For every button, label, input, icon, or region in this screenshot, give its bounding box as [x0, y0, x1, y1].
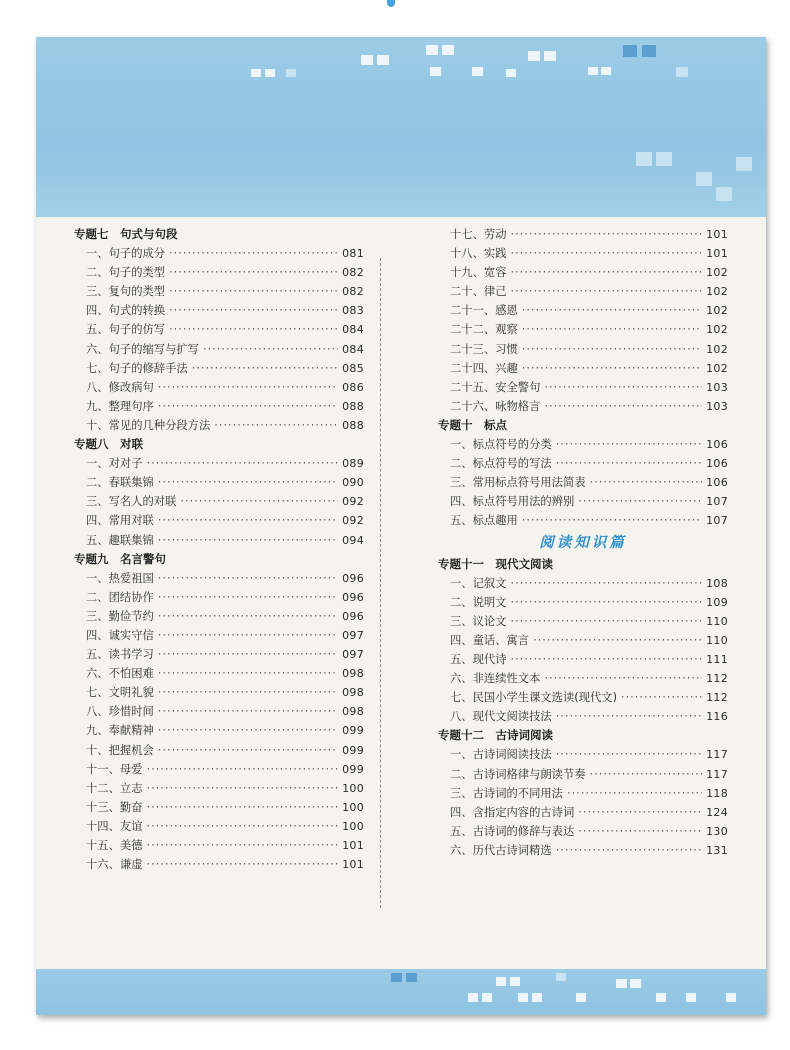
toc-page-number: 097	[342, 628, 364, 642]
toc-entry	[74, 664, 364, 683]
toc-entry-label: 六、历代古诗词精选	[450, 843, 552, 857]
toc-section-heading	[74, 435, 364, 454]
toc-entry	[74, 301, 364, 320]
toc-page-number: 100	[342, 819, 364, 833]
toc-entry	[438, 650, 728, 669]
toc-entry-label: 三、勤俭节约	[86, 609, 154, 623]
toc-page-number: 110	[706, 633, 728, 647]
toc-page-number: 108	[706, 576, 728, 590]
toc-page-number: 103	[706, 399, 728, 413]
toc-entry-label: 三、古诗词的不同用法	[450, 786, 563, 800]
toc-entry	[438, 397, 728, 416]
toc-entry-label: 二十二、观察	[450, 323, 518, 337]
toc-page-number: 099	[342, 724, 364, 738]
toc-leader-dots	[158, 531, 338, 550]
toc-page-number: 101	[706, 228, 728, 241]
toc-entry-label: 一、记叙文	[450, 576, 507, 590]
toc-section-heading	[74, 550, 364, 569]
toc-leader-dots	[556, 841, 702, 860]
toc-entry	[74, 741, 364, 760]
toc-leader-dots	[511, 612, 703, 631]
toc-entry	[74, 702, 364, 721]
toc-page-number: 124	[706, 805, 728, 819]
toc-page-number: 130	[706, 824, 728, 838]
toc-entry-label: 十四、友谊	[86, 819, 143, 833]
toc-entry	[74, 359, 364, 378]
toc-page-number: 106	[706, 476, 728, 490]
toc-entry	[438, 822, 728, 841]
toc-leader-dots	[590, 765, 703, 784]
toc-entry	[74, 416, 364, 435]
toc-leader-dots	[158, 397, 338, 416]
toc-heading-label: 专题八 对联	[74, 437, 143, 452]
toc-page-number: 117	[706, 748, 728, 762]
toc-page-number: 098	[342, 667, 364, 681]
toc-section-heading	[438, 416, 728, 435]
toc-page-number: 099	[342, 762, 364, 776]
toc-page-number: 086	[342, 380, 364, 394]
toc-entry-label: 二、标点符号的写法	[450, 457, 552, 471]
toc-entry	[438, 340, 728, 359]
toc-right-column	[438, 225, 728, 860]
toc-leader-dots	[158, 721, 338, 740]
toc-entry-label: 五、句子的仿写	[86, 323, 166, 337]
toc-page-number: 088	[342, 399, 364, 413]
header-decorative-band	[36, 37, 766, 217]
toc-entry	[74, 683, 364, 702]
toc-heading-label: 专题十二 古诗词阅读	[438, 728, 553, 743]
toc-page-number: 107	[706, 514, 728, 528]
toc-entry-label: 五、标点趣用	[450, 514, 518, 528]
toc-leader-dots	[511, 593, 703, 612]
toc-leader-dots	[158, 645, 338, 664]
toc-leader-dots	[158, 588, 338, 607]
toc-leader-dots	[556, 707, 702, 726]
toc-page-number: 107	[706, 495, 728, 509]
toc-entry-label: 四、诚实守信	[86, 628, 154, 642]
toc-leader-dots	[522, 359, 702, 378]
toc-entry-label: 十五、美德	[86, 839, 143, 852]
toc-leader-dots	[511, 650, 703, 669]
toc-page-number: 084	[342, 342, 364, 356]
toc-page-number: 101	[342, 839, 364, 852]
toc-entry-label: 三、常用标点符号用法简表	[450, 476, 586, 490]
toc-page-number: 106	[706, 457, 728, 471]
toc-entry	[438, 765, 728, 784]
toc-page-number: 092	[342, 495, 364, 509]
toc-page-number: 102	[706, 285, 728, 299]
toc-leader-dots	[147, 817, 339, 836]
toc-entry	[438, 282, 728, 301]
toc-entry-label: 十九、宽容	[450, 266, 507, 280]
toc-leader-dots	[158, 702, 338, 721]
toc-entry	[438, 631, 728, 650]
toc-page-number: 102	[706, 361, 728, 375]
toc-page-number: 098	[342, 705, 364, 719]
toc-leader-dots	[192, 359, 338, 378]
toc-leader-dots	[169, 301, 338, 320]
toc-leader-dots	[147, 779, 339, 798]
toc-entry	[438, 378, 728, 397]
toc-entry	[74, 511, 364, 530]
toc-entry-label: 四、句式的转换	[86, 304, 166, 318]
toc-leader-dots	[590, 473, 703, 492]
section-banner: 阅读知识篇	[539, 533, 627, 551]
toc-page-number: 111	[706, 652, 728, 666]
toc-entry	[438, 225, 728, 244]
toc-entry-label: 十八、实践	[450, 247, 507, 261]
toc-entry-label: 七、民国小学生课文选读(现代文)	[450, 691, 617, 705]
toc-page-number: 112	[706, 691, 728, 705]
toc-entry-label: 二十五、安全警句	[450, 380, 541, 394]
toc-leader-dots	[511, 574, 703, 593]
toc-entry	[74, 760, 364, 779]
toc-leader-dots	[158, 607, 338, 626]
toc-leader-dots	[511, 282, 703, 301]
toc-leader-dots	[158, 626, 338, 645]
toc-page-number: 084	[342, 323, 364, 337]
toc-entry	[74, 836, 364, 855]
toc-page-number: 106	[706, 438, 728, 452]
toc-page-number: 110	[706, 614, 728, 628]
toc-page-number: 102	[706, 304, 728, 318]
toc-page-number: 096	[342, 590, 364, 604]
toc-page-number: 082	[342, 266, 364, 280]
toc-entry-label: 二、春联集锦	[86, 476, 154, 490]
table-of-contents	[36, 225, 766, 915]
toc-leader-dots	[578, 803, 702, 822]
toc-entry-label: 四、常用对联	[86, 514, 154, 528]
toc-entry	[74, 492, 364, 511]
toc-entry	[74, 626, 364, 645]
toc-entry	[438, 301, 728, 320]
toc-leader-dots	[147, 855, 339, 874]
toc-leader-dots	[169, 320, 338, 339]
toc-entry	[438, 454, 728, 473]
toc-entry	[438, 784, 728, 803]
toc-entry	[438, 574, 728, 593]
toc-entry	[74, 282, 364, 301]
toc-page-number: 081	[342, 247, 364, 261]
toc-entry	[74, 607, 364, 626]
toc-entry-label: 二十一、感恩	[450, 304, 518, 318]
toc-leader-dots	[567, 784, 702, 803]
toc-entry-label: 九、整理句序	[86, 399, 154, 413]
toc-left-column	[74, 225, 364, 874]
toc-page-number: 102	[706, 342, 728, 356]
toc-entry-label: 四、含指定内容的古诗词	[450, 805, 575, 819]
toc-leader-dots	[147, 836, 339, 855]
toc-entry	[74, 817, 364, 836]
toc-page-number: 112	[706, 672, 728, 686]
toc-page-number: 131	[706, 843, 728, 857]
toc-entry	[74, 645, 364, 664]
toc-leader-dots	[544, 378, 702, 397]
toc-leader-dots	[147, 760, 339, 779]
toc-leader-dots	[158, 741, 338, 760]
toc-entry-label: 一、热爱祖国	[86, 571, 154, 585]
toc-entry	[74, 263, 364, 282]
toc-leader-dots	[203, 340, 338, 359]
toc-entry	[438, 511, 728, 530]
toc-leader-dots	[147, 798, 339, 817]
toc-entry	[438, 612, 728, 631]
toc-leader-dots	[180, 492, 338, 511]
toc-entry	[74, 320, 364, 339]
toc-entry	[74, 378, 364, 397]
toc-entry	[74, 473, 364, 492]
toc-leader-dots	[214, 416, 338, 435]
toc-leader-dots	[511, 225, 703, 244]
toc-leader-dots	[544, 397, 702, 416]
toc-entry-label: 二、句子的类型	[86, 266, 166, 280]
toc-entry	[438, 593, 728, 612]
toc-entry-label: 二十六、咏物格言	[450, 399, 541, 413]
toc-page-number: 116	[706, 710, 728, 724]
toc-entry-label: 六、句子的缩写与扩写	[86, 342, 199, 356]
toc-leader-dots	[169, 263, 338, 282]
toc-entry-label: 三、议论文	[450, 614, 507, 628]
toc-entry	[438, 669, 728, 688]
toc-leader-dots	[556, 435, 702, 454]
toc-heading-label: 专题十 标点	[438, 417, 507, 432]
toc-entry-label: 八、现代文阅读技法	[450, 710, 552, 724]
toc-entry-label: 五、古诗词的修辞与表达	[450, 824, 575, 838]
toc-leader-dots	[147, 454, 339, 473]
toc-leader-dots	[158, 378, 338, 397]
toc-heading-label: 专题九 名言警句	[74, 551, 166, 566]
toc-page-number: 101	[342, 858, 364, 872]
toc-entry-label: 十、常见的几种分段方法	[86, 418, 211, 432]
toc-page-number: 109	[706, 595, 728, 609]
toc-page-number: 101	[706, 247, 728, 261]
toc-entry-label: 九、奉献精神	[86, 724, 154, 738]
toc-leader-dots	[578, 492, 702, 511]
toc-entry	[438, 841, 728, 860]
toc-entry	[74, 244, 364, 263]
toc-entry-label: 十二、立志	[86, 781, 143, 795]
toc-entry-label: 五、现代诗	[450, 652, 507, 666]
toc-leader-dots	[522, 320, 702, 339]
toc-entry-label: 五、读书学习	[86, 648, 154, 662]
toc-leader-dots	[511, 244, 703, 263]
toc-heading-label: 专题十一 现代文阅读	[438, 556, 553, 571]
toc-page-number: 082	[342, 285, 364, 299]
toc-entry-label: 二、古诗词格律与朗读节奏	[450, 767, 586, 781]
toc-entry	[74, 779, 364, 798]
toc-leader-dots	[522, 511, 702, 530]
toc-entry	[74, 588, 364, 607]
toc-leader-dots	[522, 301, 702, 320]
toc-entry	[438, 707, 728, 726]
toc-page-number: 096	[342, 609, 364, 623]
top-blue-marker	[387, 0, 395, 7]
toc-page-number: 089	[342, 457, 364, 471]
toc-leader-dots	[556, 745, 702, 764]
toc-entry-label: 十、把握机会	[86, 743, 154, 757]
toc-entry-label: 六、不怕困难	[86, 667, 154, 681]
toc-entry	[74, 569, 364, 588]
toc-section-heading	[438, 555, 728, 574]
toc-page-number: 098	[342, 686, 364, 700]
footer-decorative-band	[36, 969, 766, 1015]
toc-page-number: 090	[342, 476, 364, 490]
toc-entry-label: 二十三、习惯	[450, 342, 518, 356]
toc-entry-label: 八、珍惜时间	[86, 705, 154, 719]
toc-entry	[438, 745, 728, 764]
toc-page-number: 096	[342, 571, 364, 585]
toc-page-number: 094	[342, 533, 364, 547]
toc-entry-label: 十三、勤奋	[86, 800, 143, 814]
toc-page-number: 092	[342, 514, 364, 528]
toc-page-number: 117	[706, 767, 728, 781]
toc-entry-label: 十一、母爱	[86, 762, 143, 776]
toc-leader-dots	[522, 340, 702, 359]
toc-entry-label: 四、童话、寓言	[450, 633, 530, 647]
toc-entry	[438, 244, 728, 263]
toc-entry-label: 七、文明礼貌	[86, 686, 154, 700]
toc-entry-label: 一、标点符号的分类	[450, 438, 552, 452]
toc-leader-dots	[511, 263, 703, 282]
toc-leader-dots	[158, 473, 338, 492]
toc-entry	[74, 798, 364, 817]
toc-entry-label: 四、标点符号用法的辨别	[450, 495, 575, 509]
toc-leader-dots	[169, 244, 338, 263]
toc-page-number: 088	[342, 418, 364, 432]
toc-entry-label: 十七、劳动	[450, 228, 507, 241]
toc-entry-label: 二十四、兴趣	[450, 361, 518, 375]
toc-entry-label: 二、团结协作	[86, 590, 154, 604]
toc-leader-dots	[158, 511, 338, 530]
toc-entry	[438, 688, 728, 707]
toc-entry-label: 一、句子的成分	[86, 247, 166, 261]
toc-entry	[74, 721, 364, 740]
toc-page-number: 118	[706, 786, 728, 800]
toc-entry-label: 二、说明文	[450, 595, 507, 609]
toc-leader-dots	[544, 669, 702, 688]
toc-entry	[438, 263, 728, 282]
toc-page-number: 083	[342, 304, 364, 318]
toc-entry-label: 二十、律己	[450, 285, 507, 299]
toc-entry	[74, 397, 364, 416]
toc-entry	[438, 803, 728, 822]
toc-page-number: 097	[342, 648, 364, 662]
toc-page-number: 099	[342, 743, 364, 757]
toc-entry	[438, 359, 728, 378]
toc-page-number: 085	[342, 361, 364, 375]
toc-leader-dots	[158, 664, 338, 683]
toc-entry-label: 一、古诗词阅读技法	[450, 748, 552, 762]
toc-entry-label: 一、对对子	[86, 457, 143, 471]
toc-entry	[438, 492, 728, 511]
toc-entry	[438, 320, 728, 339]
toc-entry-label: 三、复句的类型	[86, 285, 166, 299]
toc-leader-dots	[556, 454, 702, 473]
toc-entry-label: 三、写名人的对联	[86, 495, 177, 509]
toc-entry-label: 五、趣联集锦	[86, 533, 154, 547]
toc-leader-dots	[578, 822, 702, 841]
toc-entry	[74, 340, 364, 359]
toc-page-number: 103	[706, 380, 728, 394]
toc-leader-dots	[169, 282, 338, 301]
toc-leader-dots	[621, 688, 702, 707]
toc-entry	[74, 855, 364, 874]
toc-entry-label: 十六、谦虚	[86, 858, 143, 872]
toc-leader-dots	[158, 569, 338, 588]
toc-heading-label: 专题七 句式与句段	[74, 227, 178, 241]
toc-entry-label: 八、修改病句	[86, 380, 154, 394]
toc-entry	[74, 531, 364, 550]
toc-leader-dots	[158, 683, 338, 702]
toc-page-number: 100	[342, 800, 364, 814]
toc-page-number: 100	[342, 781, 364, 795]
toc-entry	[74, 454, 364, 473]
toc-entry-label: 七、句子的修辞手法	[86, 361, 188, 375]
toc-page-number: 102	[706, 323, 728, 337]
toc-page-number: 102	[706, 266, 728, 280]
toc-entry	[438, 473, 728, 492]
toc-leader-dots	[533, 631, 702, 650]
toc-section-heading	[438, 726, 728, 745]
toc-entry	[438, 435, 728, 454]
toc-section-heading	[74, 225, 364, 244]
toc-entry-label: 六、非连续性文本	[450, 672, 541, 686]
